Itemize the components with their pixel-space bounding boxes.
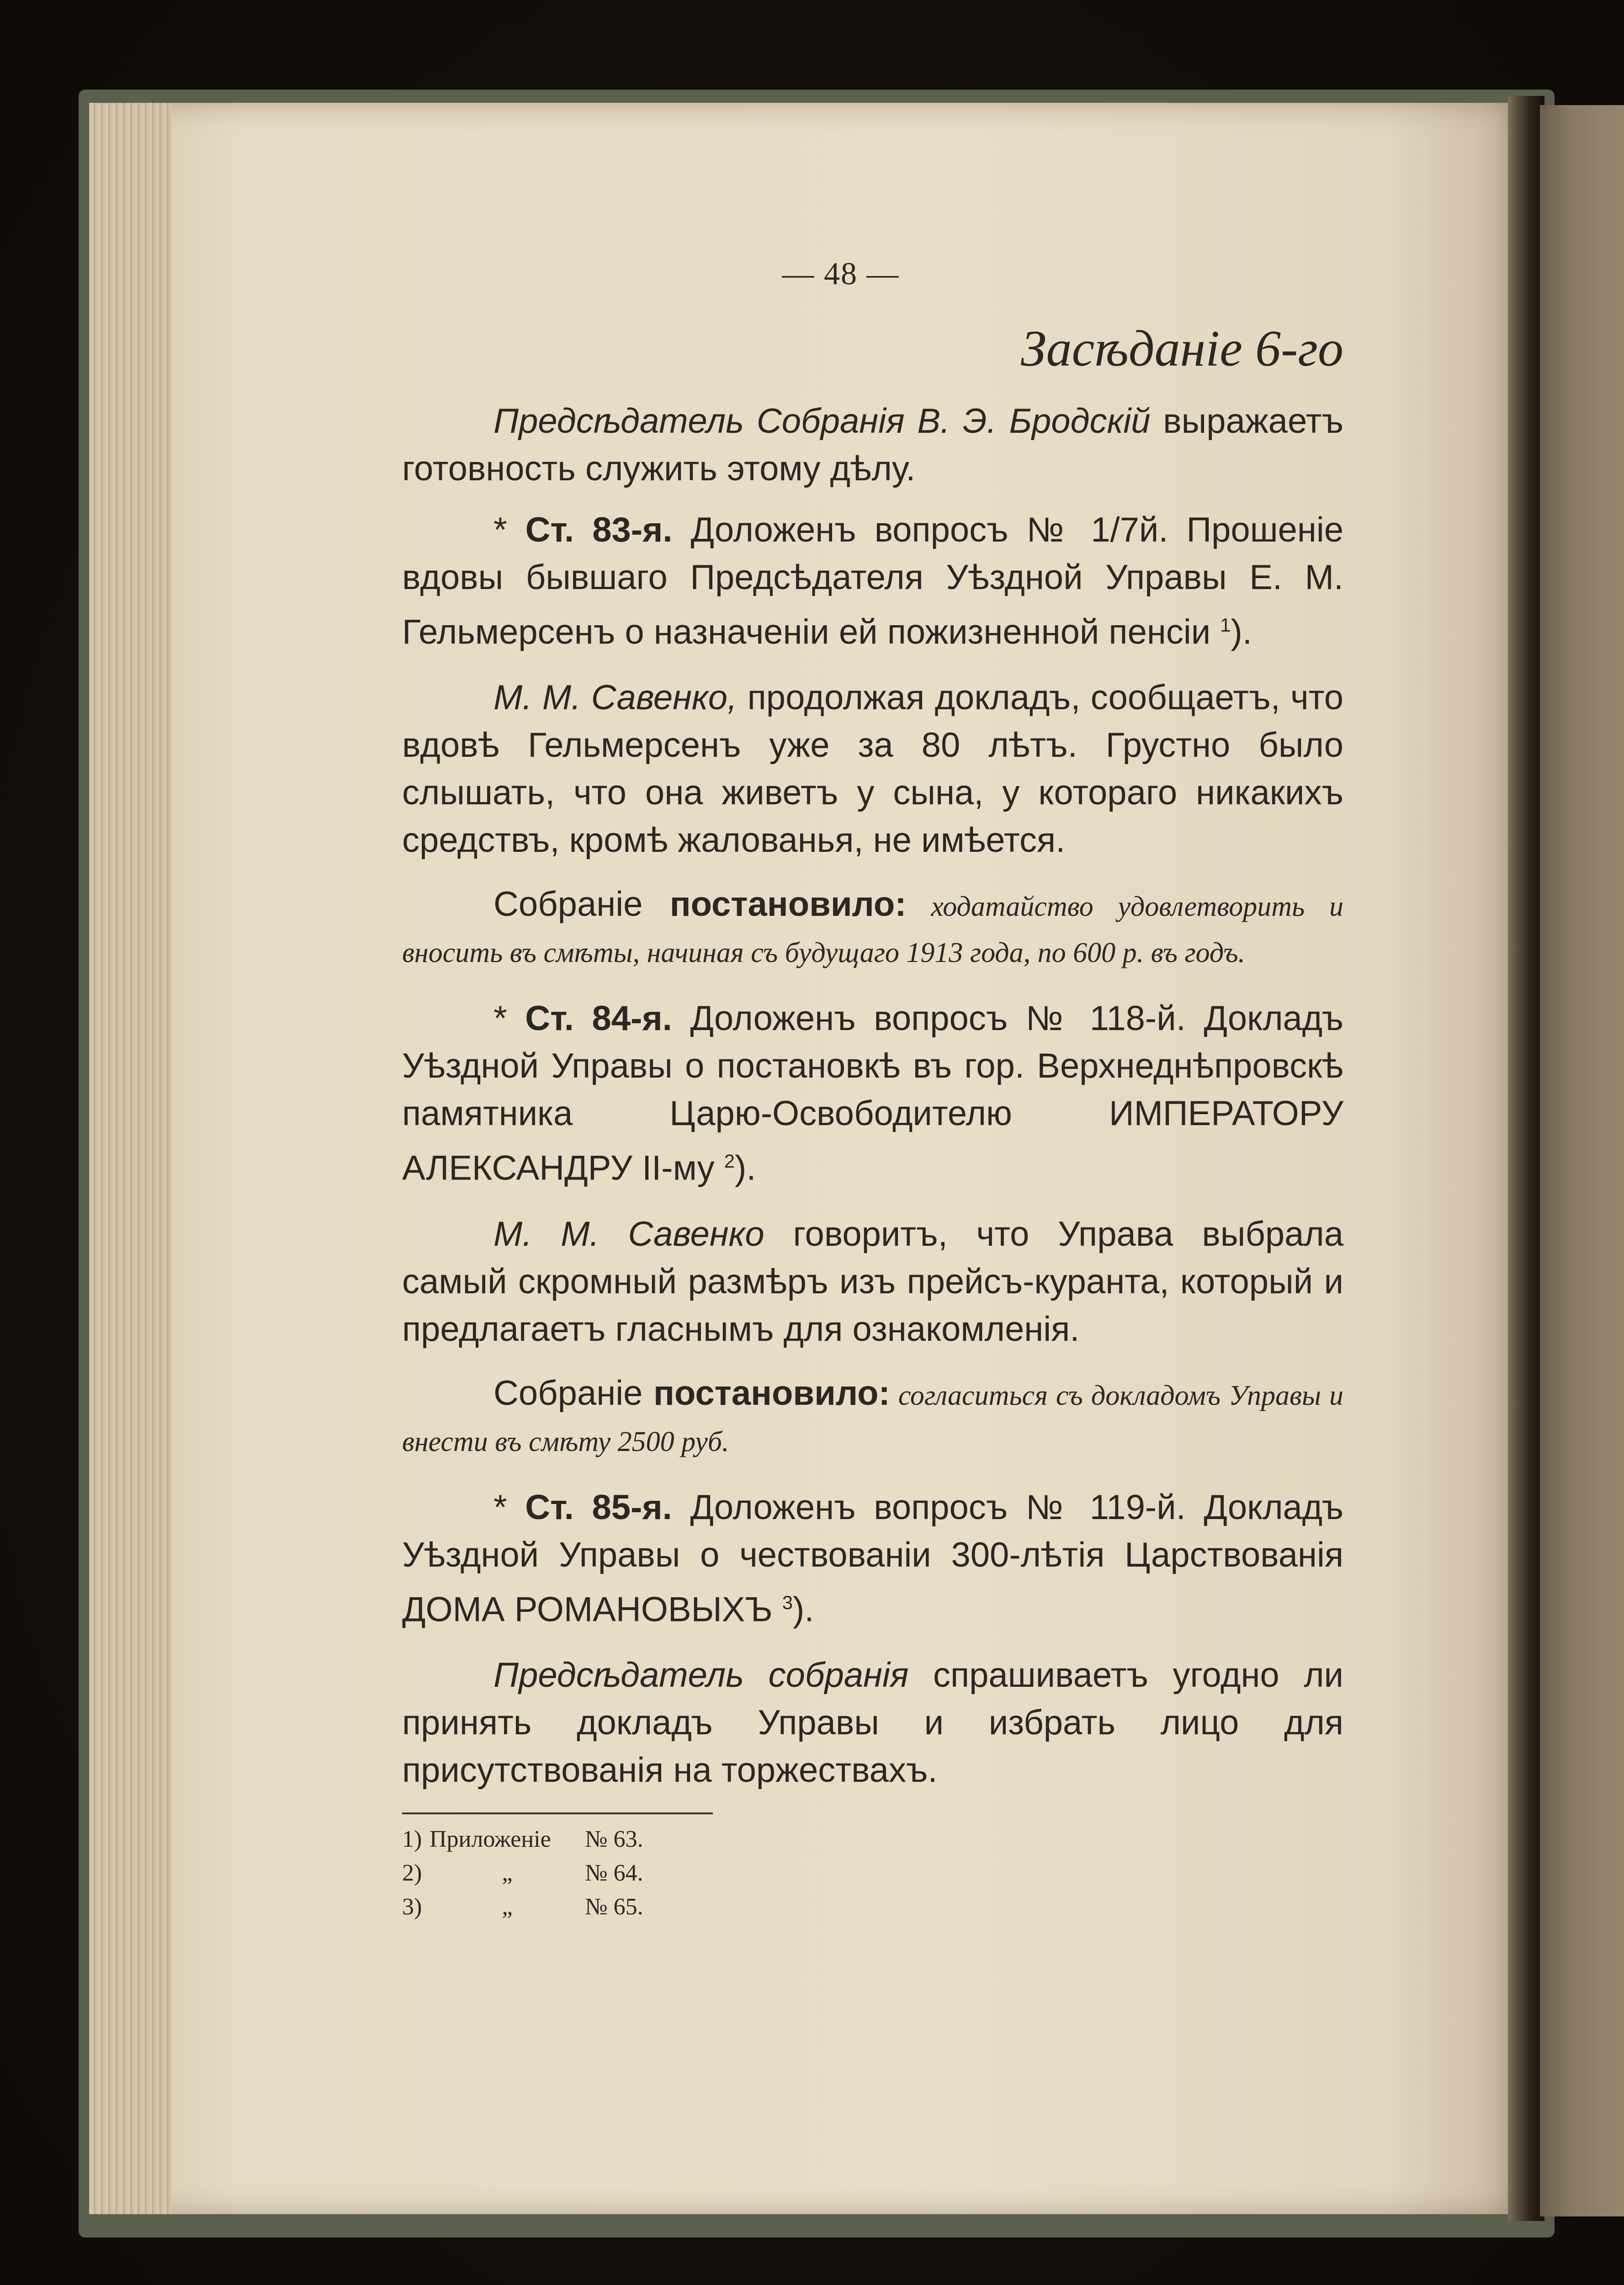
footnotes xyxy=(402,1812,731,1924)
footnote-divider xyxy=(402,1812,713,1814)
paragraph-text: выражаетъ готовность служить этому дѣлу. xyxy=(402,402,1344,488)
paragraph-text: Доложенъ вопросъ № 118-й. Докладъ Уѣздной Управы о постановкѣ въ гор. Верхнеднѣпровскѣ памятника Царю-Освободителю ИМПЕРАТОРУ АЛЕКСАНДРУ II-му xyxy=(402,999,1343,1188)
footnote-item xyxy=(402,1823,731,1856)
footnote-number: № 65. xyxy=(585,1893,643,1920)
footnote-item xyxy=(402,1856,731,1890)
paragraph-chairman-question xyxy=(402,1652,1343,1794)
speaker-name: Предсѣдатель собранія xyxy=(494,1655,909,1695)
resolution-84 xyxy=(402,1371,1343,1464)
article-marker: * xyxy=(494,1488,525,1527)
footnote-ref: 1 xyxy=(1220,614,1231,636)
paragraph-savenko-says xyxy=(402,1211,1343,1353)
resolution-83 xyxy=(402,882,1343,975)
resolution-verb: постановило: xyxy=(653,1373,890,1413)
footnote-mark: 3) xyxy=(402,1893,422,1920)
footnote-label: „ xyxy=(502,1860,513,1886)
article-number: Ст. 84-я. xyxy=(525,999,672,1038)
speaker-name: М. М. Савенко xyxy=(494,1214,764,1254)
speaker-name: М. М. Савенко, xyxy=(494,678,738,717)
paragraph-text: говоритъ, что Управа выбрала самый скромный размѣръ изъ прейсъ-куранта, который и предлагаетъ гласнымъ для ознакомленія. xyxy=(402,1214,1343,1349)
resolution-lead: Собраніе xyxy=(494,885,670,924)
footnote-ref: 2 xyxy=(724,1150,735,1172)
footnote-label: „ xyxy=(502,1893,513,1920)
paragraph-tail: ). xyxy=(735,1148,756,1188)
paragraph-text: Доложенъ вопросъ № 119-й. Докладъ Уѣздной Управы о чествованіи 300-лѣтія Царствованія ДОМА РОМАНОВЫХЪ xyxy=(402,1488,1343,1629)
article-marker: * xyxy=(494,510,525,549)
footnote-ref: 3 xyxy=(782,1591,793,1613)
page-edges xyxy=(89,103,171,2214)
footnote-mark: 2) xyxy=(402,1860,422,1886)
footnote-number: № 64. xyxy=(585,1860,643,1886)
page-content xyxy=(402,256,1343,1924)
speaker-name: Предсѣдатель Собранія В. Э. Бродскій xyxy=(494,402,1151,441)
footnote-mark: 1) xyxy=(402,1826,422,1852)
footnote-number: № 63. xyxy=(585,1826,643,1852)
article-marker: * xyxy=(494,999,525,1038)
book-gutter xyxy=(1508,96,1544,2221)
resolution-verb: постановило: xyxy=(669,885,907,924)
page-number: — 48 — xyxy=(782,256,900,292)
paragraph-text: продолжая докладъ, сообщаетъ, что вдовѣ Гельмерсенъ уже за 80 лѣтъ. Грустно было слышать, что она живетъ у сына, у котораго никакихъ средствъ, кромѣ жалованья, не имѣется. xyxy=(402,678,1343,860)
article-number: Ст. 83-я. xyxy=(525,510,673,549)
article-85 xyxy=(402,1484,1343,1633)
facing-page xyxy=(1540,105,1624,2216)
resolution-lead: Собраніе xyxy=(494,1373,653,1413)
article-number: Ст. 85-я. xyxy=(525,1488,672,1527)
footnote-item xyxy=(402,1890,731,1924)
paragraph-savenko-report xyxy=(402,674,1343,864)
paragraph-chairman-statement xyxy=(402,398,1343,493)
paragraph-tail: ). xyxy=(1231,612,1252,652)
article-84 xyxy=(402,995,1343,1192)
footnote-label: Приложеніе xyxy=(430,1826,551,1852)
resolution-decision: ходатайство удовлетворить и вносить въ смѣты, начиная съ будущаго 1913 года, по 600 р. въ годъ. xyxy=(402,891,1343,969)
paragraph-text: Доложенъ вопросъ № 1/7й. Прошеніе вдовы бывшаго Предсѣдателя Уѣздной Управы Е. М. Гельмерсенъ о назначеніи ей пожизненной пенсіи xyxy=(402,510,1343,652)
paragraph-text: спрашиваетъ угодно ли принять докладъ Управы и избрать лицо для присутствованія на торжествахъ. xyxy=(402,1655,1343,1790)
paragraph-tail: ). xyxy=(793,1589,814,1629)
section-title: Засѣданіе 6-го xyxy=(1021,320,1343,377)
resolution-decision: согласиться съ докладомъ Управы и внести въ смѣту 2500 руб. xyxy=(402,1380,1343,1457)
article-83 xyxy=(402,506,1343,656)
